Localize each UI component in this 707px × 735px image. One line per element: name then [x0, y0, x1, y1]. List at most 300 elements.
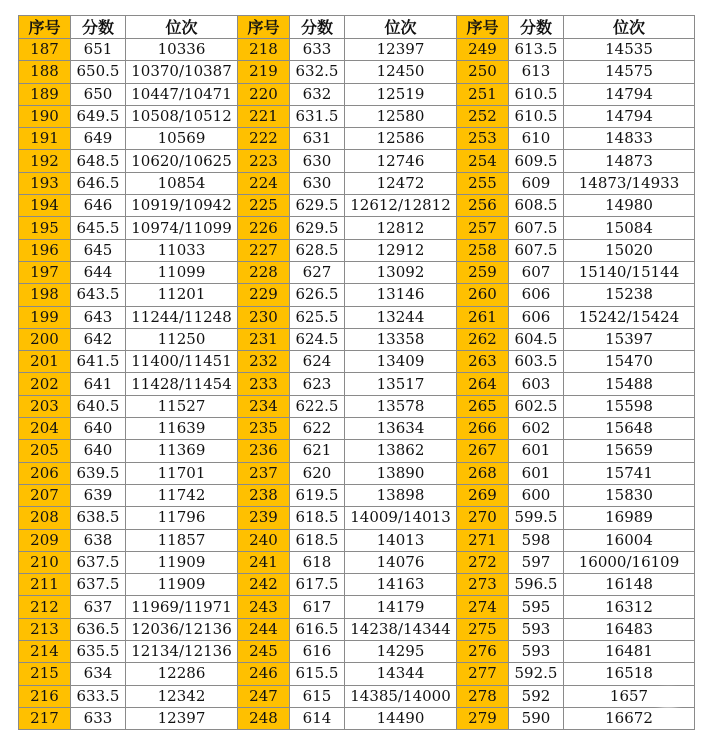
score-cell: 628.5	[290, 239, 345, 261]
score-cell: 607	[509, 261, 564, 283]
seq-cell: 272	[457, 551, 509, 573]
rank-cell: 14535	[564, 39, 695, 61]
seq-cell: 214	[19, 641, 71, 663]
seq-cell: 216	[19, 685, 71, 707]
rank-cell: 10620/10625	[126, 150, 238, 172]
seq-cell: 210	[19, 551, 71, 573]
seq-cell: 196	[19, 239, 71, 261]
rank-cell: 11742	[126, 484, 238, 506]
table-row	[19, 707, 695, 729]
seq-cell: 195	[19, 217, 71, 239]
seq-cell: 197	[19, 261, 71, 283]
rank-cell: 12134/12136	[126, 641, 238, 663]
score-cell: 638	[71, 529, 126, 551]
score-cell: 649	[71, 128, 126, 150]
seq-cell: 263	[457, 351, 509, 373]
rank-cell: 12472	[345, 172, 457, 194]
score-cell: 637.5	[71, 574, 126, 596]
seq-cell: 242	[238, 574, 290, 596]
seq-cell: 260	[457, 284, 509, 306]
score-cell: 638.5	[71, 507, 126, 529]
score-cell: 623	[290, 373, 345, 395]
rank-cell: 13578	[345, 395, 457, 417]
rank-cell: 12746	[345, 150, 457, 172]
header-row	[19, 16, 695, 39]
seq-cell: 269	[457, 484, 509, 506]
header-rank-1: 位次	[126, 16, 238, 39]
rank-cell: 11969/11971	[126, 596, 238, 618]
seq-cell: 192	[19, 150, 71, 172]
score-cell: 617.5	[290, 574, 345, 596]
seq-cell: 225	[238, 195, 290, 217]
rank-cell: 11428/11454	[126, 373, 238, 395]
score-cell: 592	[509, 685, 564, 707]
rank-cell: 11400/11451	[126, 351, 238, 373]
score-cell: 640.5	[71, 395, 126, 417]
seq-cell: 230	[238, 306, 290, 328]
score-cell: 632	[290, 83, 345, 105]
rank-cell: 14575	[564, 61, 695, 83]
rank-cell: 15140/15144	[564, 261, 695, 283]
score-cell: 604.5	[509, 328, 564, 350]
seq-cell: 262	[457, 328, 509, 350]
score-cell: 606	[509, 306, 564, 328]
rank-cell: 11201	[126, 284, 238, 306]
rank-cell: 14009/14013	[345, 507, 457, 529]
table-row	[19, 105, 695, 127]
table-row	[19, 618, 695, 640]
seq-cell: 258	[457, 239, 509, 261]
table-row	[19, 351, 695, 373]
seq-cell: 212	[19, 596, 71, 618]
score-cell: 607.5	[509, 239, 564, 261]
seq-cell: 190	[19, 105, 71, 127]
seq-cell: 188	[19, 61, 71, 83]
rank-cell: 14179	[345, 596, 457, 618]
rank-cell: 16148	[564, 574, 695, 596]
seq-cell: 250	[457, 61, 509, 83]
seq-cell: 189	[19, 83, 71, 105]
table-row	[19, 39, 695, 61]
score-cell: 607.5	[509, 217, 564, 239]
seq-cell: 223	[238, 150, 290, 172]
score-cell: 595	[509, 596, 564, 618]
seq-cell: 252	[457, 105, 509, 127]
rank-cell: 14980	[564, 195, 695, 217]
seq-cell: 221	[238, 105, 290, 127]
seq-cell: 277	[457, 663, 509, 685]
rank-cell: 13146	[345, 284, 457, 306]
score-cell: 621	[290, 440, 345, 462]
header-seq-2: 序号	[238, 16, 290, 39]
score-cell: 650.5	[71, 61, 126, 83]
rank-cell: 16004	[564, 529, 695, 551]
rank-cell: 12286	[126, 663, 238, 685]
rank-cell: 12612/12812	[345, 195, 457, 217]
score-cell: 596.5	[509, 574, 564, 596]
seq-cell: 255	[457, 172, 509, 194]
rank-cell: 10336	[126, 39, 238, 61]
table-body	[19, 39, 695, 730]
rank-cell: 16312	[564, 596, 695, 618]
seq-cell: 237	[238, 462, 290, 484]
seq-cell: 206	[19, 462, 71, 484]
rank-cell: 11099	[126, 261, 238, 283]
score-cell: 644	[71, 261, 126, 283]
table-row	[19, 172, 695, 194]
rank-cell: 15238	[564, 284, 695, 306]
score-cell: 615	[290, 685, 345, 707]
rank-cell: 15598	[564, 395, 695, 417]
rank-cell: 13898	[345, 484, 457, 506]
seq-cell: 218	[238, 39, 290, 61]
rank-cell: 14385/14000	[345, 685, 457, 707]
seq-cell: 203	[19, 395, 71, 417]
seq-cell: 209	[19, 529, 71, 551]
seq-cell: 241	[238, 551, 290, 573]
score-cell: 609.5	[509, 150, 564, 172]
seq-cell: 213	[19, 618, 71, 640]
rank-cell: 12036/12136	[126, 618, 238, 640]
seq-cell: 261	[457, 306, 509, 328]
seq-cell: 244	[238, 618, 290, 640]
score-cell: 610	[509, 128, 564, 150]
score-cell: 610.5	[509, 83, 564, 105]
score-cell: 630	[290, 150, 345, 172]
score-cell: 603.5	[509, 351, 564, 373]
score-cell: 624.5	[290, 328, 345, 350]
seq-cell: 222	[238, 128, 290, 150]
score-cell: 637.5	[71, 551, 126, 573]
score-cell: 635.5	[71, 641, 126, 663]
rank-cell: 12397	[345, 39, 457, 61]
score-cell: 646.5	[71, 172, 126, 194]
score-cell: 631.5	[290, 105, 345, 127]
score-cell: 639	[71, 484, 126, 506]
table-header	[19, 16, 695, 39]
seq-cell: 227	[238, 239, 290, 261]
table-row	[19, 195, 695, 217]
header-score-1: 分数	[71, 16, 126, 39]
seq-cell: 211	[19, 574, 71, 596]
table-row	[19, 440, 695, 462]
rank-cell: 15648	[564, 418, 695, 440]
seq-cell: 265	[457, 395, 509, 417]
rank-cell: 10569	[126, 128, 238, 150]
seq-cell: 232	[238, 351, 290, 373]
table-row	[19, 217, 695, 239]
table-row	[19, 284, 695, 306]
seq-cell: 239	[238, 507, 290, 529]
rank-cell: 11639	[126, 418, 238, 440]
score-cell: 646	[71, 195, 126, 217]
rank-cell: 13862	[345, 440, 457, 462]
score-cell: 597	[509, 551, 564, 573]
score-cell: 633	[290, 39, 345, 61]
rank-cell: 12342	[126, 685, 238, 707]
rank-cell: 10508/10512	[126, 105, 238, 127]
score-cell: 600	[509, 484, 564, 506]
rank-cell: 11701	[126, 462, 238, 484]
seq-cell: 224	[238, 172, 290, 194]
seq-cell: 233	[238, 373, 290, 395]
score-cell: 602.5	[509, 395, 564, 417]
seq-cell: 243	[238, 596, 290, 618]
score-cell: 617	[290, 596, 345, 618]
score-cell: 599.5	[509, 507, 564, 529]
seq-cell: 264	[457, 373, 509, 395]
score-cell: 639.5	[71, 462, 126, 484]
rank-cell: 15830	[564, 484, 695, 506]
rank-cell: 10370/10387	[126, 61, 238, 83]
seq-cell: 236	[238, 440, 290, 462]
seq-cell: 238	[238, 484, 290, 506]
score-cell: 633	[71, 707, 126, 729]
rank-cell: 15020	[564, 239, 695, 261]
seq-cell: 245	[238, 641, 290, 663]
rank-cell: 11250	[126, 328, 238, 350]
rank-cell: 14873	[564, 150, 695, 172]
score-cell: 618.5	[290, 529, 345, 551]
score-cell: 642	[71, 328, 126, 350]
rank-cell: 12586	[345, 128, 457, 150]
rank-cell: 14794	[564, 105, 695, 127]
rank-cell: 12450	[345, 61, 457, 83]
seq-cell: 276	[457, 641, 509, 663]
rank-cell: 14833	[564, 128, 695, 150]
seq-cell: 253	[457, 128, 509, 150]
rank-cell: 11909	[126, 551, 238, 573]
rank-cell: 16989	[564, 507, 695, 529]
seq-cell: 194	[19, 195, 71, 217]
header-rank-3: 位次	[564, 16, 695, 39]
rank-cell: 14295	[345, 641, 457, 663]
header-seq-1: 序号	[19, 16, 71, 39]
seq-cell: 247	[238, 685, 290, 707]
rank-cell: 16672	[564, 707, 695, 729]
score-cell: 592.5	[509, 663, 564, 685]
rank-cell: 14163	[345, 574, 457, 596]
table-row	[19, 529, 695, 551]
score-cell: 598	[509, 529, 564, 551]
seq-cell: 273	[457, 574, 509, 596]
score-cell: 613	[509, 61, 564, 83]
score-cell: 629.5	[290, 195, 345, 217]
seq-cell: 240	[238, 529, 290, 551]
rank-cell: 13358	[345, 328, 457, 350]
rank-cell: 10447/10471	[126, 83, 238, 105]
score-cell: 622.5	[290, 395, 345, 417]
rank-cell: 10974/11099	[126, 217, 238, 239]
seq-cell: 193	[19, 172, 71, 194]
seq-cell: 271	[457, 529, 509, 551]
score-cell: 641	[71, 373, 126, 395]
ranking-table	[18, 15, 695, 730]
seq-cell: 234	[238, 395, 290, 417]
seq-cell: 191	[19, 128, 71, 150]
rank-cell: 13244	[345, 306, 457, 328]
table-row	[19, 373, 695, 395]
header-rank-2: 位次	[345, 16, 457, 39]
watermark-icon	[657, 691, 679, 705]
table-row	[19, 596, 695, 618]
seq-cell: 270	[457, 507, 509, 529]
score-cell: 610.5	[509, 105, 564, 127]
score-cell: 614	[290, 707, 345, 729]
seq-cell: 202	[19, 373, 71, 395]
table-row	[19, 239, 695, 261]
rank-cell: 13092	[345, 261, 457, 283]
score-cell: 627	[290, 261, 345, 283]
seq-cell: 226	[238, 217, 290, 239]
score-cell: 613.5	[509, 39, 564, 61]
rank-cell: 15741	[564, 462, 695, 484]
score-cell: 636.5	[71, 618, 126, 640]
score-cell: 606	[509, 284, 564, 306]
score-cell: 634	[71, 663, 126, 685]
score-cell: 593	[509, 618, 564, 640]
seq-cell: 249	[457, 39, 509, 61]
seq-cell: 217	[19, 707, 71, 729]
rank-cell: 14013	[345, 529, 457, 551]
header-seq-3: 序号	[457, 16, 509, 39]
score-cell: 640	[71, 418, 126, 440]
score-cell: 616	[290, 641, 345, 663]
score-cell: 609	[509, 172, 564, 194]
rank-cell: 12519	[345, 83, 457, 105]
seq-cell: 257	[457, 217, 509, 239]
score-cell: 637	[71, 596, 126, 618]
table-row	[19, 462, 695, 484]
seq-cell: 274	[457, 596, 509, 618]
seq-cell: 235	[238, 418, 290, 440]
score-cell: 615.5	[290, 663, 345, 685]
score-cell: 590	[509, 707, 564, 729]
score-cell: 632.5	[290, 61, 345, 83]
seq-cell: 205	[19, 440, 71, 462]
score-cell: 619.5	[290, 484, 345, 506]
rank-cell: 11857	[126, 529, 238, 551]
rank-cell: 16000/16109	[564, 551, 695, 573]
score-cell: 625.5	[290, 306, 345, 328]
score-cell: 650	[71, 83, 126, 105]
score-cell: 593	[509, 641, 564, 663]
score-cell: 640	[71, 440, 126, 462]
table-row	[19, 418, 695, 440]
table-row	[19, 574, 695, 596]
seq-cell: 199	[19, 306, 71, 328]
score-cell: 643.5	[71, 284, 126, 306]
table-row	[19, 663, 695, 685]
rank-cell: 16483	[564, 618, 695, 640]
score-cell: 641.5	[71, 351, 126, 373]
rank-cell: 11909	[126, 574, 238, 596]
score-cell: 601	[509, 440, 564, 462]
rank-cell: 15242/15424	[564, 306, 695, 328]
header-score-2: 分数	[290, 16, 345, 39]
rank-cell: 14873/14933	[564, 172, 695, 194]
seq-cell: 275	[457, 618, 509, 640]
seq-cell: 219	[238, 61, 290, 83]
rank-cell: 15470	[564, 351, 695, 373]
rank-cell: 14076	[345, 551, 457, 573]
rank-cell: 13890	[345, 462, 457, 484]
table-row	[19, 61, 695, 83]
table-row	[19, 306, 695, 328]
seq-cell: 215	[19, 663, 71, 685]
score-cell: 645	[71, 239, 126, 261]
score-cell: 630	[290, 172, 345, 194]
rank-cell: 11527	[126, 395, 238, 417]
table-row	[19, 395, 695, 417]
score-cell: 624	[290, 351, 345, 373]
score-cell: 620	[290, 462, 345, 484]
score-cell: 608.5	[509, 195, 564, 217]
score-cell: 645.5	[71, 217, 126, 239]
seq-cell: 251	[457, 83, 509, 105]
score-cell: 649.5	[71, 105, 126, 127]
rank-cell: 12812	[345, 217, 457, 239]
seq-cell: 201	[19, 351, 71, 373]
score-cell: 629.5	[290, 217, 345, 239]
score-cell: 618	[290, 551, 345, 573]
rank-cell: 14794	[564, 83, 695, 105]
rank-cell: 13409	[345, 351, 457, 373]
score-cell: 622	[290, 418, 345, 440]
rank-cell: 13517	[345, 373, 457, 395]
seq-cell: 259	[457, 261, 509, 283]
rank-cell: 1657	[564, 685, 695, 707]
rank-cell: 10854	[126, 172, 238, 194]
rank-cell: 12397	[126, 707, 238, 729]
seq-cell: 207	[19, 484, 71, 506]
score-cell: 648.5	[71, 150, 126, 172]
seq-cell: 200	[19, 328, 71, 350]
table-row	[19, 150, 695, 172]
rank-cell: 11244/11248	[126, 306, 238, 328]
score-cell: 618.5	[290, 507, 345, 529]
rank-cell: 10919/10942	[126, 195, 238, 217]
seq-cell: 266	[457, 418, 509, 440]
rank-cell: 15084	[564, 217, 695, 239]
table-row	[19, 328, 695, 350]
rank-cell: 14344	[345, 663, 457, 685]
seq-cell: 228	[238, 261, 290, 283]
seq-cell: 256	[457, 195, 509, 217]
table-row	[19, 641, 695, 663]
rank-cell: 15659	[564, 440, 695, 462]
score-cell: 633.5	[71, 685, 126, 707]
table-row	[19, 484, 695, 506]
table-row	[19, 83, 695, 105]
seq-cell: 220	[238, 83, 290, 105]
rank-cell: 16481	[564, 641, 695, 663]
seq-cell: 268	[457, 462, 509, 484]
seq-cell: 246	[238, 663, 290, 685]
rank-cell: 14238/14344	[345, 618, 457, 640]
table-row	[19, 551, 695, 573]
score-cell: 631	[290, 128, 345, 150]
rank-cell: 12912	[345, 239, 457, 261]
seq-cell: 267	[457, 440, 509, 462]
rank-cell: 15488	[564, 373, 695, 395]
table-row	[19, 128, 695, 150]
table-row	[19, 685, 695, 707]
seq-cell: 248	[238, 707, 290, 729]
seq-cell: 198	[19, 284, 71, 306]
score-cell: 602	[509, 418, 564, 440]
header-score-3: 分数	[509, 16, 564, 39]
